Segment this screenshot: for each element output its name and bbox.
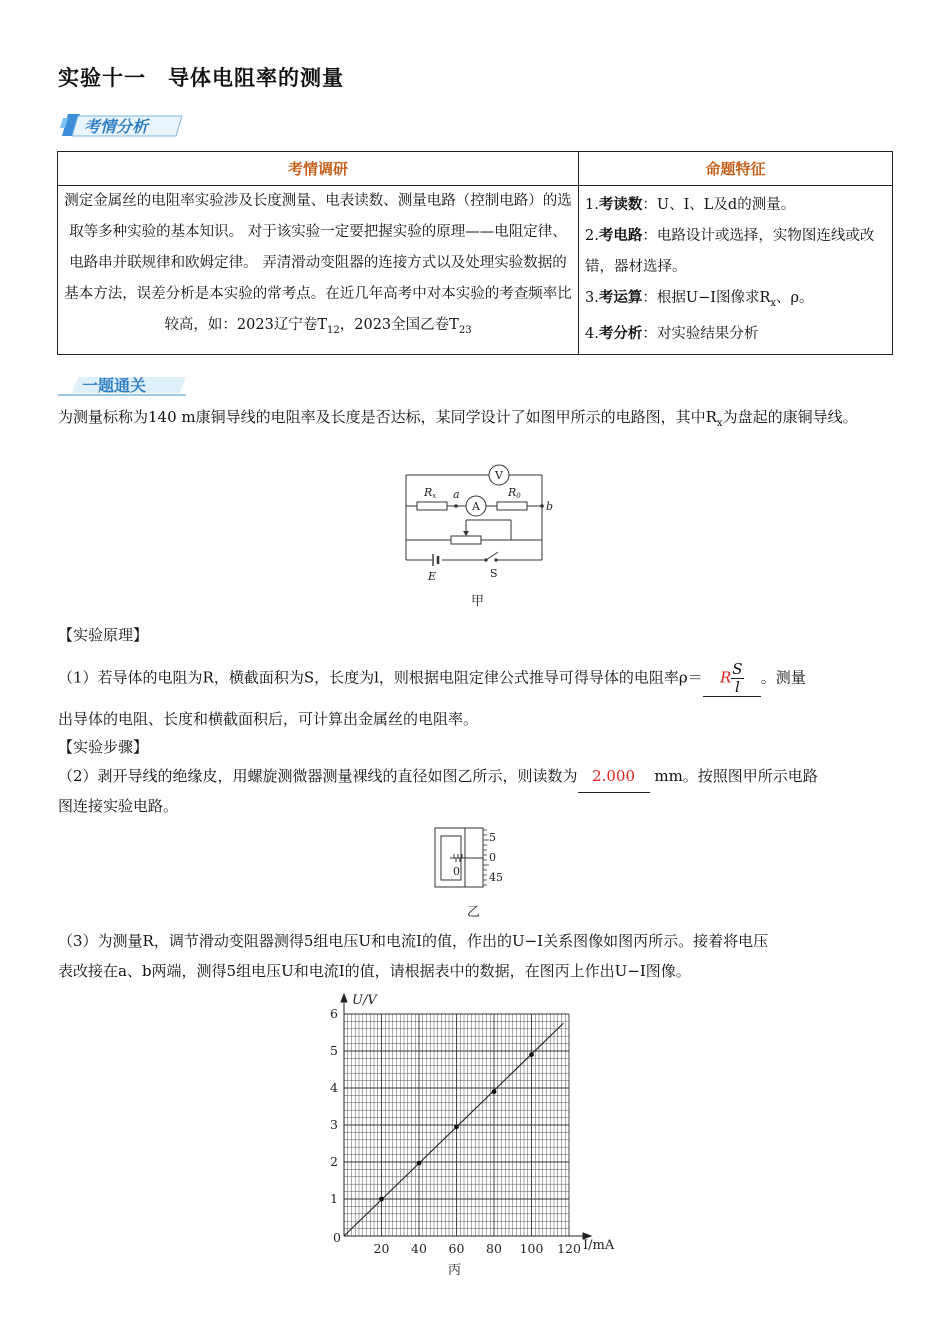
ui-chart [300,990,640,1290]
voltmeter-label: V [495,469,503,482]
steps-heading: 【实验步骤】 [58,738,149,756]
question-2: （2）剥开导线的绝缘皮，用螺旋测微器测量裸线的直径如图乙所示，则读数为 2.000 mm。按照图甲所示电路 [58,761,818,793]
banner-practice-label: 一题通关 [82,376,147,395]
x-tick-label: 60 [448,1241,465,1256]
point-b-label: b [546,500,554,513]
question-1-line2: 出导体的电阻、长度和横截面积后，可计算出金属丝的电阻率。 [58,710,479,728]
section-banner-analysis [60,112,184,138]
scale-label-45: 45 [489,871,503,884]
principle-heading: 【实验原理】 [58,626,149,644]
scale-label-5: 5 [489,831,496,844]
answer-1-blank: R $\frac{S}{l}$ [703,661,761,697]
figure-jia-caption: 甲 [471,594,485,609]
origin-label: 0 [333,1230,341,1245]
y-tick-label: 1 [330,1191,338,1206]
y-tick-label: 3 [330,1117,338,1132]
y-axis-label: U/V [352,993,377,1008]
feature-item: 2.考电路：电路设计或选择，实物图连线或改错，器材选择。 [585,228,875,275]
point-a-label: a [453,488,460,501]
intro-paragraph: 为测量标称为140 m康铜导线的电阻率及长度是否达标，某同学设计了如图甲所示的电路图，其中$R_x$为盘起的康铜导线。 [58,408,858,429]
data-point [454,1124,459,1129]
answer-2-blank: 2.000 [578,761,650,793]
question-3-line2: 表改接在a、b两端，测得5组电压U和电流I的值，请根据表中的数据，在图丙上作出U−I图像。 [58,962,691,980]
x-tick-label: 120 [557,1241,581,1256]
figure-yi-caption: 乙 [467,905,481,920]
banner-analysis-label: 考情分析 [84,117,149,136]
data-point [492,1089,497,1094]
scale-label-0: 0 [489,851,496,864]
y-tick-label: 5 [330,1043,338,1058]
feature-item: 1.考读数：U、I、L及d的测量。 [585,197,796,213]
r0-label: R0 [508,486,521,500]
table-header-research: 考情调研 [58,152,579,186]
micrometer-diagram [432,826,522,922]
features-cell [579,186,893,355]
y-tick-label: 4 [330,1080,338,1095]
main-scale-label: 0 [453,865,460,878]
table-header-features: 命题特征 [579,152,893,186]
feature-item: 3.考运算：根据U−I图像求$R_x$、ρ。 [585,290,814,309]
section-banner-practice [58,374,188,396]
y-tick-label: 2 [330,1154,338,1169]
battery-label: E [428,570,437,583]
ammeter-label: A [472,500,480,513]
x-tick-label: 20 [373,1241,390,1256]
question-1: （1）若导体的电阻为R，横截面积为S，长度为l，则根据电阻定律公式推导可得导体的电阻率ρ＝ R $\frac{S}{l}$ 。测量 [58,660,806,696]
x-axis-label: I/mA [583,1238,615,1253]
y-axis-arrow [341,994,347,1002]
data-point [417,1161,422,1166]
y-tick-label: 6 [330,1006,338,1021]
question-3-line1: （3）为测量R，调节滑动变阻器测得5组电压U和电流I的值，作出的U−I关系图像如图丙所示。接着将电压 [58,932,769,950]
x-tick-label: 40 [411,1241,427,1256]
x-tick-label: 80 [486,1241,502,1256]
question-2-line2: 图连接实验电路。 [58,797,179,815]
x-tick-label: 100 [519,1241,544,1256]
data-point [529,1052,534,1057]
circuit-diagram [396,460,566,610]
page-title: 实验十一 导体电阻率的测量 [58,66,344,90]
rx-label: Rx [424,486,437,500]
feature-item: 4.考分析：对实验结果分析 [585,325,759,342]
research-cell: 测定金属丝的电阻率实验涉及长度测量、电表读数、测量电路（控制电路）的选取等多种实验的基本知识。 对于该实验一定要把握实验的原理——电阻定律、电路串并联规律和欧姆定律。 弄清滑动变阻器的连接方式以及处理实验数据的基本方法，误差分析是本实验的常考点。在近几年高考中对本实验的考查频率比较高，如：2023辽宁卷$T_{12}$，2023全国乙卷$T_{23}$ [58,186,579,355]
switch-label: S [490,567,498,580]
figure-bing-caption: 丙 [448,1263,462,1278]
data-point [379,1197,384,1202]
analysis-table [57,151,893,355]
